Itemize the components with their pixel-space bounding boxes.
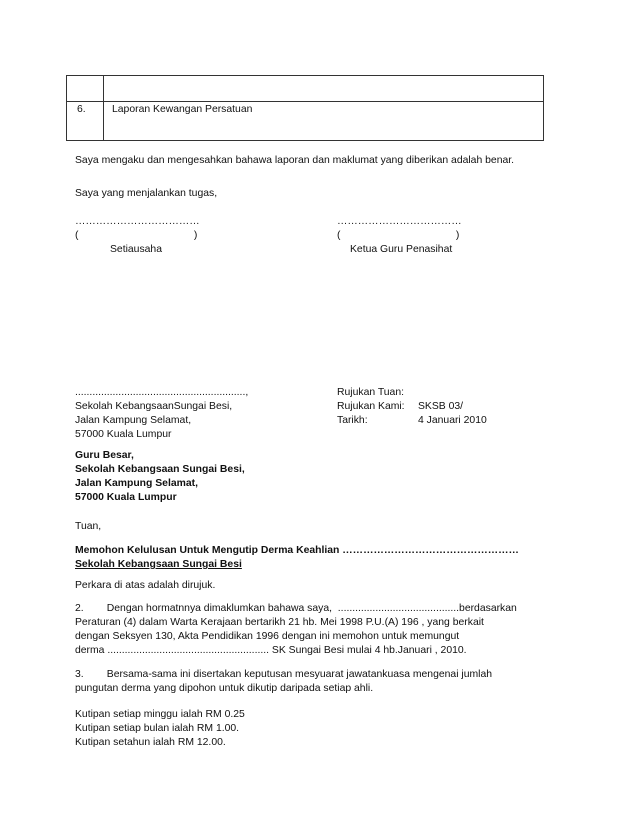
ref-kami-value: SKSB 03/ [418, 401, 464, 412]
signature-left-dots: ……………………………… [75, 216, 200, 227]
paragraph-1: Perkara di atas adalah dirujuk. [75, 580, 216, 591]
sender-line-3: 57000 Kuala Lumpur [75, 429, 172, 440]
ref-date-label: Tarikh: [337, 415, 368, 426]
table-column-divider [103, 76, 104, 140]
ref-tuan-label: Rujukan Tuan: [337, 387, 405, 398]
paragraph-2-line-1: 2. Dengan hormatnnya dimaklumkan bahawa saya, ..........................................berdasarkan [75, 603, 517, 614]
signature-left-role: Setiausaha [110, 244, 162, 255]
paragraph-2-line-4: derma ........................................................ SK Sungai Besi mulai 4 hb.Januari , 2010. [75, 645, 467, 656]
subject-line-1: Memohon Kelulusan Untuk Mengutip Derma Keahlian …………………………………………… [75, 545, 519, 556]
signature-right-paren: ( ) [337, 230, 460, 241]
signature-left-paren: ( ) [75, 230, 198, 241]
fee-weekly: Kutipan setiap minggu ialah RM 0.25 [75, 709, 245, 720]
sender-line-2: Jalan Kampung Selamat, [75, 415, 192, 426]
sender-line-1: Sekolah KebangsaanSungai Besi, [75, 401, 233, 412]
recipient-line-2: Sekolah Kebangsaan Sungai Besi, [75, 464, 245, 475]
paragraph-2-line-3: dengan Seksyen 130, Akta Pendidikan 1996 dengan ini memohon untuk memungut [75, 631, 460, 642]
table-row-text: Laporan Kewangan Persatuan [112, 104, 253, 115]
signature-right-role: Ketua Guru Penasihat [350, 244, 453, 255]
paragraph-2-line-2: Peraturan (4) dalam Warta Kerajaan bertarikh 21 hb. Mei 1998 P.U.(A) 196 , yang berkait [75, 617, 484, 628]
recipient-line-3: Jalan Kampung Selamat, [75, 478, 198, 489]
recipient-line-4: 57000 Kuala Lumpur [75, 492, 177, 503]
recipient-line-1: Guru Besar, [75, 450, 134, 461]
subject-line-2: Sekolah Kebangsaan Sungai Besi [75, 559, 242, 570]
signature-right-dots: ……………………………… [337, 216, 462, 227]
paragraph-3-line-2: pungutan derma yang dipohon untuk dikutip daripada setiap ahli. [75, 683, 374, 694]
fee-yearly: Kutipan setahun ialah RM 12.00. [75, 737, 226, 748]
table-row-number: 6. [77, 104, 86, 115]
declaration-text: Saya mengaku dan mengesahkan bahawa laporan dan maklumat yang diberikan adalah benar. [75, 155, 515, 166]
ref-date-value: 4 Januari 2010 [418, 415, 487, 426]
fee-monthly: Kutipan setiap bulan ialah RM 1.00. [75, 723, 240, 734]
report-table [66, 75, 544, 141]
ref-kami-label: Rujukan Kami: [337, 401, 405, 412]
table-row-divider [67, 101, 543, 102]
duty-text: Saya yang menjalankan tugas, [75, 188, 218, 199]
sender-dots: ..........................................................., [75, 387, 249, 398]
paragraph-3-line-1: 3. Bersama-sama ini disertakan keputusan mesyuarat jawatankuasa mengenai jumlah [75, 669, 492, 680]
salutation: Tuan, [75, 521, 102, 532]
